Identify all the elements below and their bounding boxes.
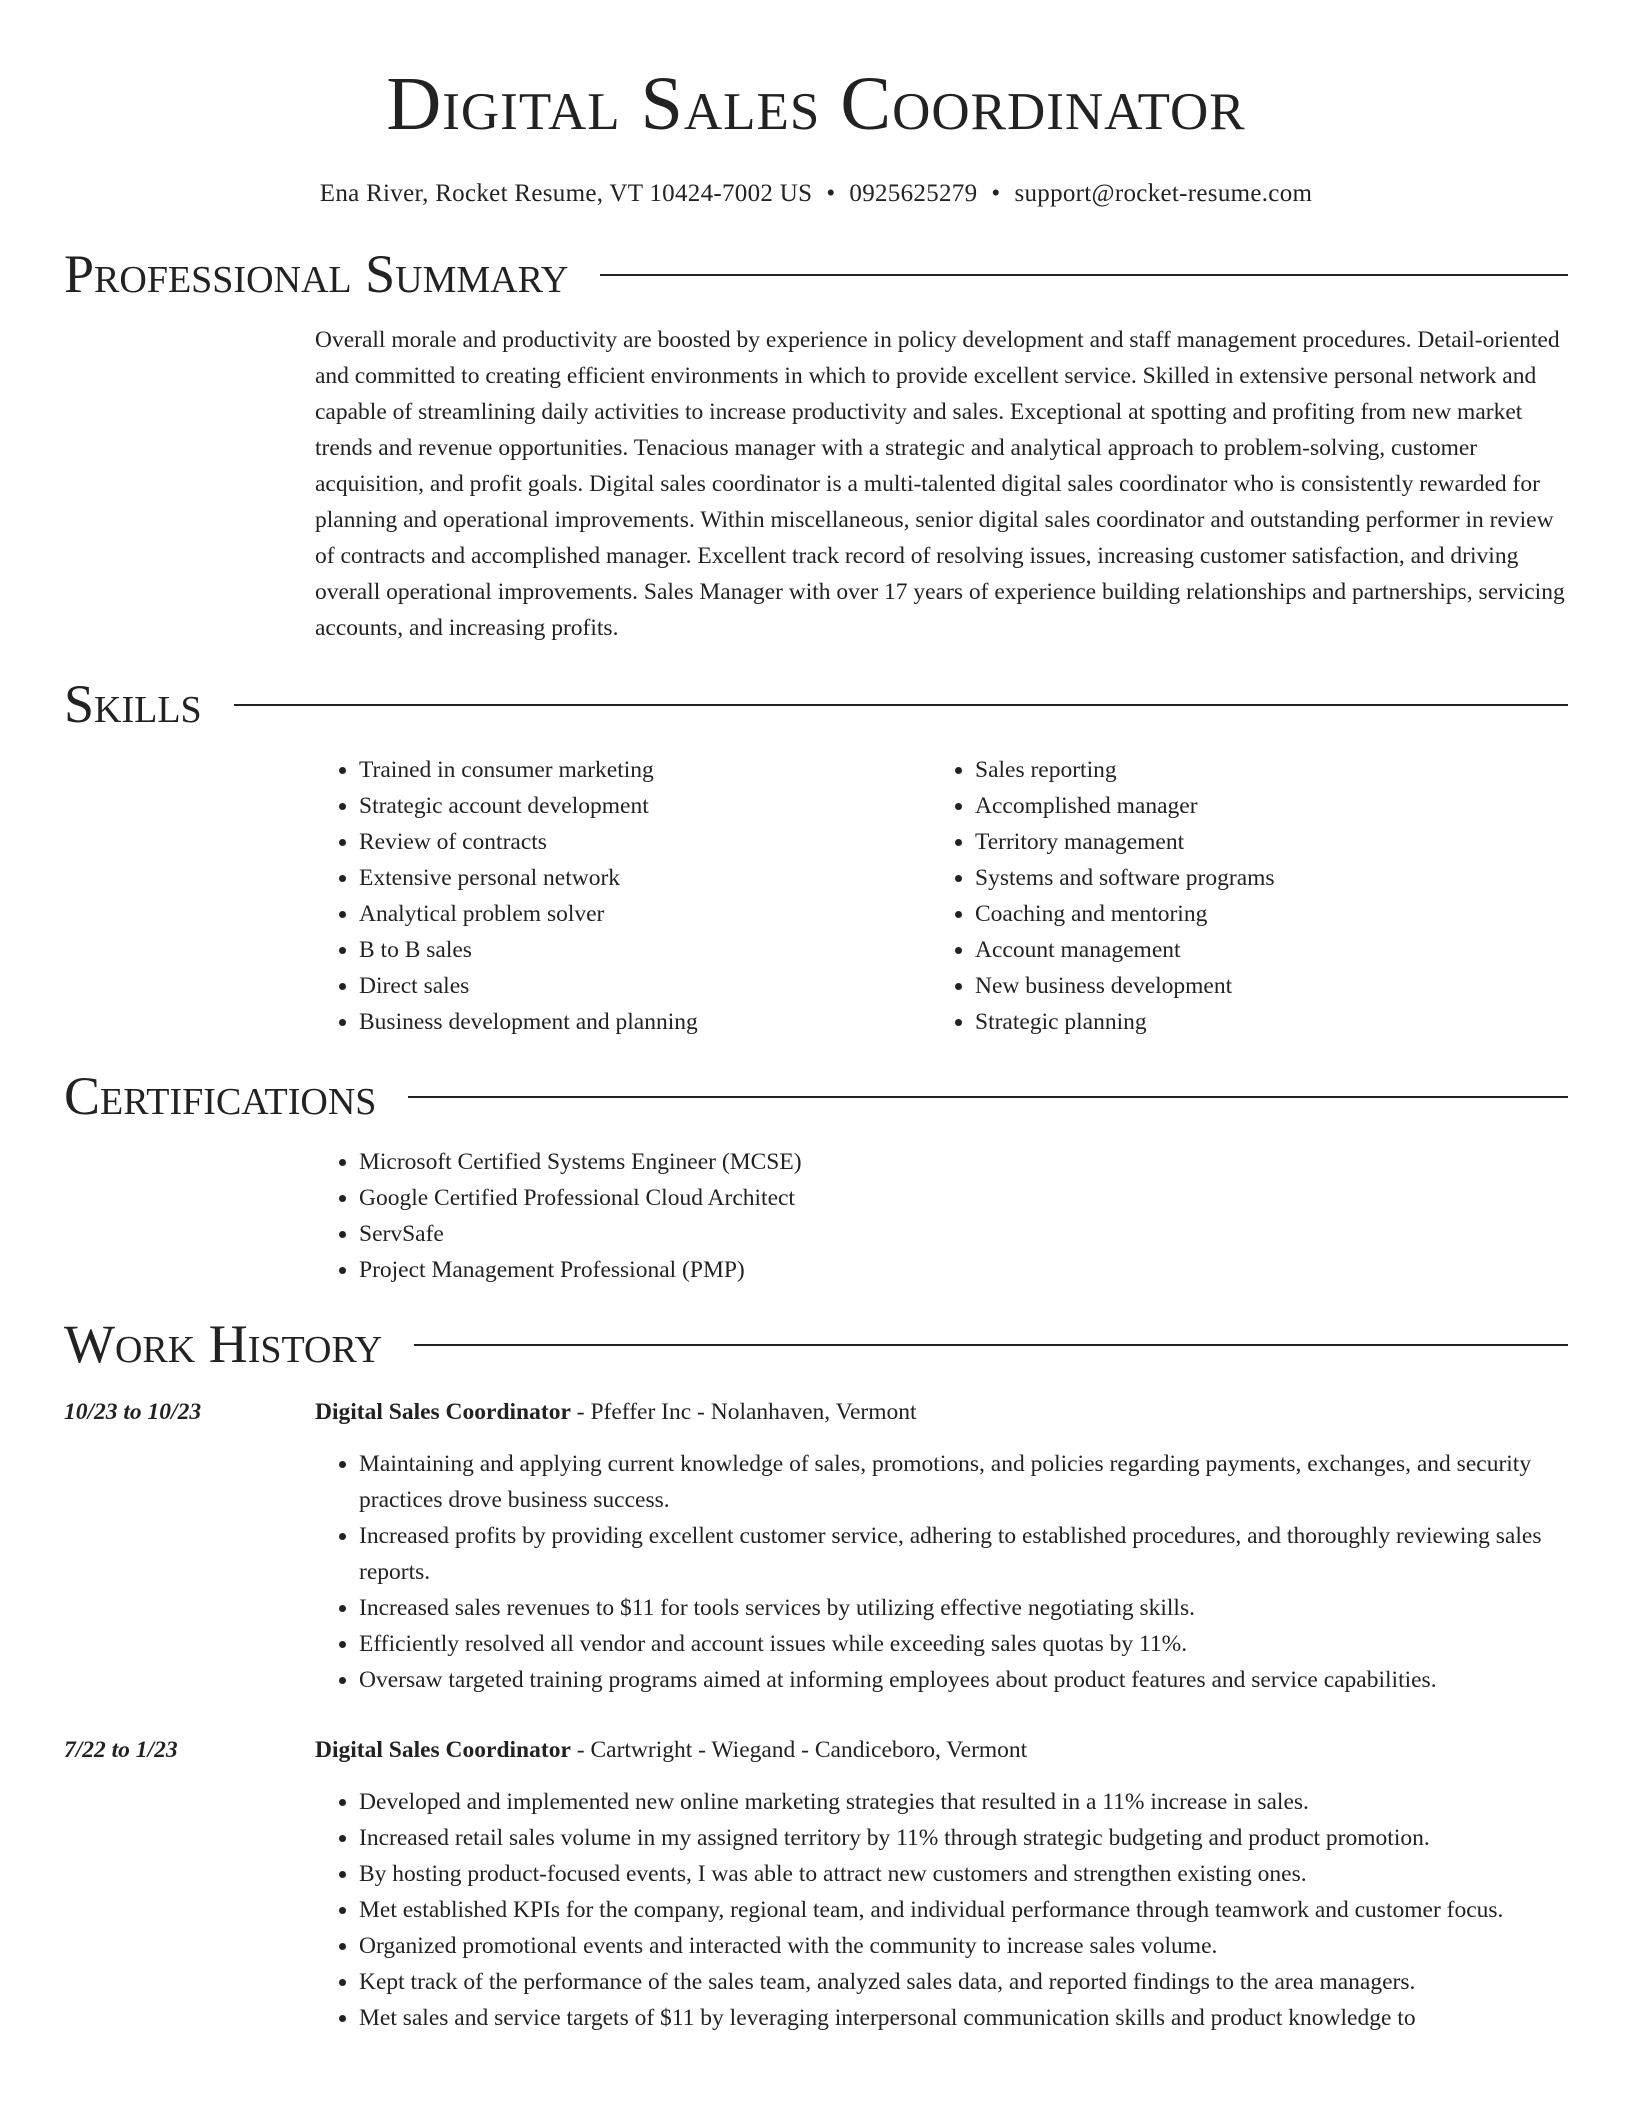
certification-item: • ServSafe <box>359 1216 1568 1252</box>
section-divider <box>408 1096 1568 1098</box>
skills-heading-row <box>64 668 1568 740</box>
skill-item: • Business development and planning <box>359 1004 931 1040</box>
skills-heading: Skills <box>64 674 202 734</box>
summary-section <box>64 238 1568 646</box>
job-details: - Cartwright - Wiegand - Candiceboro, Vermont <box>570 1737 1028 1763</box>
skill-item: • B to B sales <box>359 932 931 968</box>
job-bullet: • Increased retail sales volume in my assigned territory by 11% through strategic budgeting and product promotion. <box>359 1820 1568 1856</box>
job-bullet: • Efficiently resolved all vendor and account issues while exceeding sales quotas by 11%. <box>359 1626 1568 1662</box>
job-bullet: • Met sales and service targets of $11 by leveraging interpersonal communication skills and product knowledge to <box>359 2000 1568 2036</box>
skills-left-list <box>315 752 931 1040</box>
skill-item: • Analytical problem solver <box>359 896 931 932</box>
contact-line <box>64 180 1568 208</box>
job-bullet-list <box>315 1784 1568 2036</box>
job-bullet: • Increased profits by providing excellent customer service, adhering to established procedures, and thoroughly reviewing sales reports. <box>359 1518 1568 1590</box>
skill-item: • Strategic account development <box>359 788 931 824</box>
skill-item: • Extensive personal network <box>359 860 931 896</box>
job-dates: 7/22 to 1/23 <box>64 1737 178 1763</box>
certifications-heading: Certifications <box>64 1066 377 1126</box>
job-bullet: • Developed and implemented new online marketing strategies that resulted in a 11% increase in sales. <box>359 1784 1568 1820</box>
skill-item: • Trained in consumer marketing <box>359 752 931 788</box>
skill-item: • New business development <box>975 968 1547 1004</box>
skills-right-list <box>931 752 1547 1040</box>
certifications-heading-row <box>64 1060 1568 1132</box>
job-heading <box>315 1394 917 1430</box>
skill-item: • Direct sales <box>359 968 931 1004</box>
skill-item: • Account management <box>975 932 1547 968</box>
job-entry <box>64 1732 1568 2036</box>
skill-item: • Coaching and mentoring <box>975 896 1547 932</box>
certifications-list-wrap <box>315 1144 1568 1288</box>
skill-item: • Systems and software programs <box>975 860 1547 896</box>
section-divider <box>600 274 1568 276</box>
certification-item: • Google Certified Professional Cloud Architect <box>359 1180 1568 1216</box>
certifications-section <box>64 1060 1568 1288</box>
job-dates: 10/23 to 10/23 <box>64 1399 202 1425</box>
skill-item: • Strategic planning <box>975 1004 1547 1040</box>
resume-title: Digital Sales Coordinator <box>386 62 1246 146</box>
contact-separator: • <box>991 180 1001 207</box>
job-entry <box>64 1394 1568 1698</box>
job-bullet: • Met established KPIs for the company, regional team, and individual performance through teamwork and customer focus. <box>359 1892 1568 1928</box>
work-history-heading: Work History <box>64 1314 383 1374</box>
job-bullet: • By hosting product-focused events, I was able to attract new customers and strengthen existing ones. <box>359 1856 1568 1892</box>
skill-item: • Sales reporting <box>975 752 1547 788</box>
contact-address: Ena River, Rocket Resume, VT 10424-7002 US <box>319 180 813 207</box>
job-title: Digital Sales Coordinator <box>315 1737 571 1763</box>
skills-columns <box>315 752 1568 1040</box>
contact-email: support@rocket-resume.com <box>1014 180 1313 207</box>
job-bullet: • Increased sales revenues to $11 for tools services by utilizing effective negotiating skills. <box>359 1590 1568 1626</box>
certification-item: • Microsoft Certified Systems Engineer (MCSE) <box>359 1144 1568 1180</box>
contact-separator: • <box>826 180 836 207</box>
skills-left-column <box>315 752 931 1040</box>
job-bullet: • Maintaining and applying current knowledge of sales, promotions, and policies regarding payments, exchanges, and security practices drove business success. <box>359 1446 1568 1518</box>
skills-right-column <box>931 752 1547 1040</box>
job-bullet: • Kept track of the performance of the sales team, analyzed sales data, and reported findings to the area managers. <box>359 1964 1568 2000</box>
skill-item: • Territory management <box>975 824 1547 860</box>
certifications-list <box>315 1144 1568 1288</box>
summary-heading-row <box>64 238 1568 310</box>
work-history-section <box>64 1308 1568 2036</box>
summary-text: Overall morale and productivity are boosted by experience in policy development and staff management procedures. Detail-oriented and committed to creating efficient environments in which to provide excellent service. Skilled in extensive personal network and capable of streamlining daily activities to increase productivity and sales. Exceptional at spotting and profiting from new market trends and revenue opportunities. Tenacious manager with a strategic and analytical approach to problem-solving, customer acquisition, and profit goals. Digital sales coordinator is a multi-talented digital sales coordinator who is consistently rewarded for planning and operational improvements. Within miscellaneous, senior digital sales coordinator and outstanding performer in review of contracts and accomplished manager. Excellent track record of resolving issues, increasing customer satisfaction, and driving overall operational improvements. Sales Manager with over 17 years of experience building relationships and partnerships, servicing accounts, and increasing profits. <box>315 327 1565 641</box>
job-bullet-list <box>315 1446 1568 1698</box>
skill-item: • Review of contracts <box>359 824 931 860</box>
job-bullets <box>315 1784 1568 2036</box>
skill-item: • Accomplished manager <box>975 788 1547 824</box>
summary-heading: Professional Summary <box>64 244 569 304</box>
job-header <box>64 1394 1568 1430</box>
skills-section <box>64 668 1568 1040</box>
job-header <box>64 1732 1568 1768</box>
job-bullets <box>315 1446 1568 1698</box>
contact-phone: 0925625279 <box>849 180 978 207</box>
job-bullet: • Organized promotional events and interacted with the community to increase sales volume. <box>359 1928 1568 1964</box>
section-divider <box>414 1344 1568 1346</box>
job-details: - Pfeffer Inc - Nolanhaven, Vermont <box>570 1399 917 1425</box>
job-title: Digital Sales Coordinator <box>315 1399 571 1425</box>
certification-item: • Project Management Professional (PMP) <box>359 1252 1568 1288</box>
job-heading <box>315 1732 1027 1768</box>
section-divider <box>234 704 1568 706</box>
work-history-heading-row <box>64 1308 1568 1380</box>
job-bullet: • Oversaw targeted training programs aimed at informing employees about product features and service capabilities. <box>359 1662 1568 1698</box>
